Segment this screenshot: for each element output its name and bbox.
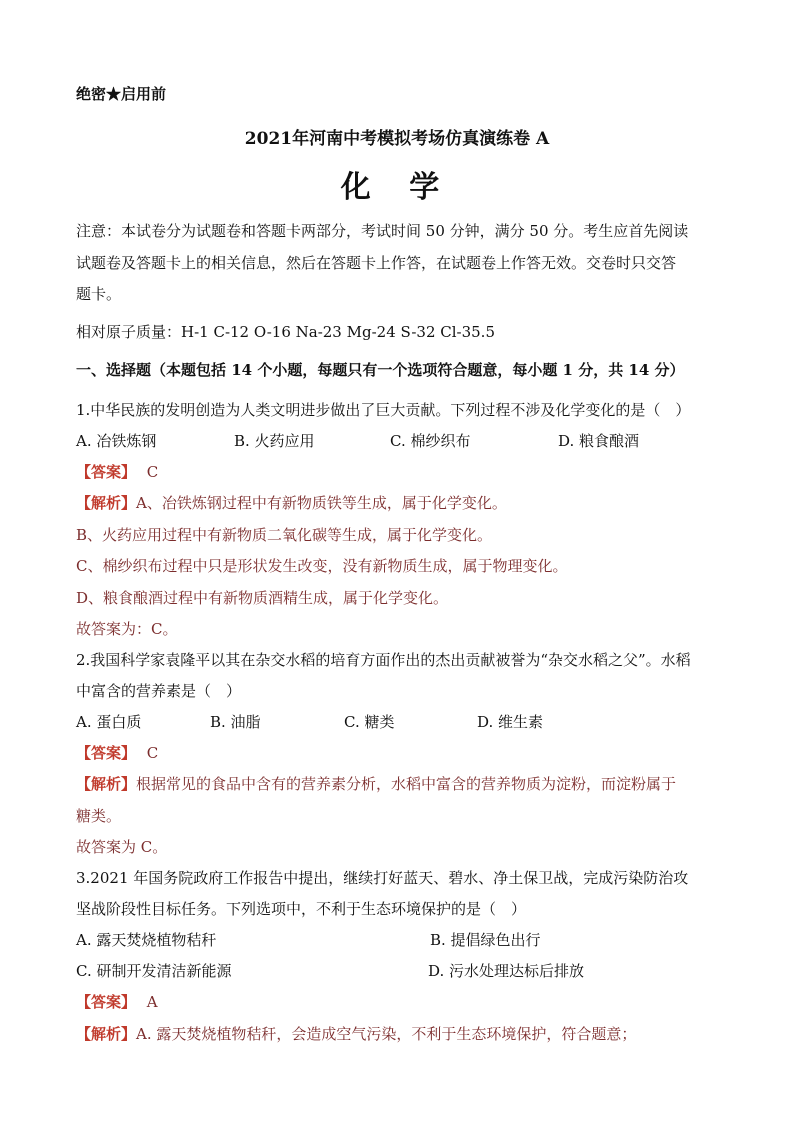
notice-line: 试题卷及答题卡上的相关信息，然后在答题卡上作答，在试题卷上作答无效。交卷时只交答 (76, 254, 677, 272)
atomic-mass: 相对原子质量：H-1 C-12 O-16 Na-23 Mg-24 S-32 Cl-35.5 (76, 323, 495, 341)
analysis-line: 糖类。 (76, 807, 122, 825)
option-a: A. 冶铁炼钢 (76, 432, 157, 450)
option-d: D. 维生素 (477, 713, 544, 731)
conclusion: 故答案为 C。 (76, 838, 168, 856)
analysis-line: D、粮食酿酒过程中有新物质酒精生成，属于化学变化。 (76, 589, 449, 607)
answer-value: C (146, 463, 159, 481)
answer-tag: 【答案】 (76, 463, 137, 481)
analysis-tag: 【解析】 (76, 1025, 137, 1043)
option-c: C. 棉纱织布 (390, 432, 471, 450)
option-d: D. 污水处理达标后排放 (428, 962, 585, 980)
option-c: C. 糖类 (344, 713, 395, 731)
notice-line: 注意：本试卷分为试题卷和答题卡两部分，考试时间 50 分钟，满分 50 分。考生应首先阅读 (76, 222, 689, 240)
answer-value: C (146, 744, 159, 762)
analysis-tag: 【解析】 (76, 494, 137, 512)
option-a: A. 露天焚烧植物秸秆 (76, 931, 217, 949)
question-stem: 中富含的营养素是（ ） (76, 682, 242, 700)
answer-line (76, 743, 158, 763)
analysis-tag: 【解析】 (76, 775, 137, 793)
option-a: A. 蛋白质 (76, 713, 142, 731)
secret-label: 绝密★启用前 (76, 85, 167, 103)
answer-tag: 【答案】 (76, 993, 137, 1011)
option-c: C. 研制开发清洁新能源 (76, 962, 232, 980)
question-stem: 1.中华民族的发明创造为人类文明进步做出了巨大贡献。下列过程不涉及化学变化的是（ ） (76, 401, 691, 419)
answer-line (76, 992, 158, 1012)
question-stem: 2.我国科学家袁隆平以其在杂交水稻的培育方面作出的杰出贡献被誉为“杂交水稻之父”。水稻 (76, 651, 691, 669)
option-d: D. 粮食酿酒 (558, 432, 640, 450)
answer-tag: 【答案】 (76, 744, 137, 762)
question-stem: 3.2021 年国务院政府工作报告中提出，继续打好蓝天、碧水、净土保卫战，完成污染防治攻 (76, 869, 689, 887)
analysis-text: A、冶铁炼钢过程中有新物质铁等生成，属于化学变化。 (136, 494, 507, 512)
exam-title: 2021年河南中考模拟考场仿真演练卷 A (244, 129, 550, 149)
analysis-line: C、棉纱织布过程中只是形状发生改变，没有新物质生成，属于物理变化。 (76, 557, 568, 575)
section-heading: 一、选择题（本题包括 14 个小题，每题只有一个选项符合题意，每小题 1 分，共 14 分） (76, 361, 685, 379)
analysis-line (76, 774, 676, 794)
analysis-text: A. 露天焚烧植物秸秆，会造成空气污染，不利于生态环境保护，符合题意； (136, 1025, 637, 1043)
analysis-line: B、火药应用过程中有新物质二氧化碳等生成，属于化学变化。 (76, 526, 493, 544)
analysis-line (76, 493, 507, 513)
option-b: B. 火药应用 (234, 432, 315, 450)
subject-title: 化 学 (340, 170, 454, 205)
notice-line: 题卡。 (76, 285, 122, 303)
conclusion: 故答案为：C。 (76, 620, 178, 638)
answer-value: A (146, 993, 158, 1011)
question-stem: 坚战阶段性目标任务。下列选项中，不利于生态环境保护的是（ ） (76, 900, 527, 918)
analysis-text: 根据常见的食品中含有的营养素分析，水稻中富含的营养物质为淀粉，而淀粉属于 (136, 775, 677, 793)
answer-line (76, 462, 158, 482)
option-b: B. 提倡绿色出行 (430, 931, 541, 949)
analysis-line (76, 1024, 636, 1044)
option-b: B. 油脂 (210, 713, 261, 731)
